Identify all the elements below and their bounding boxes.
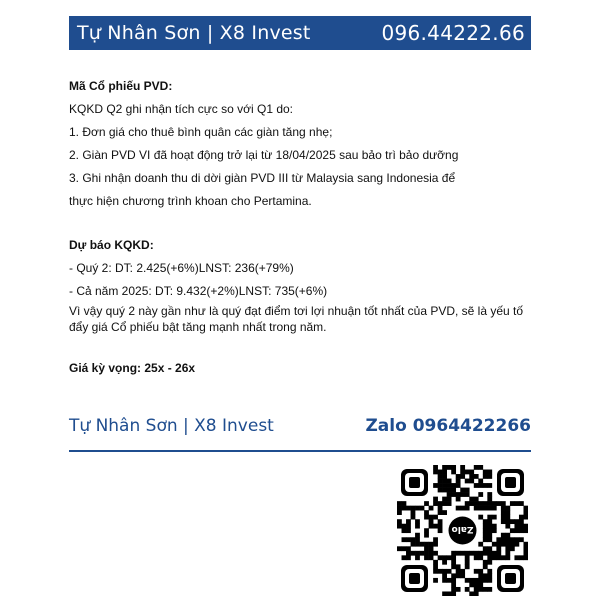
forecast-title: Dự báo KQKD: [69, 238, 154, 252]
zalo-logo-text: Zalo [451, 524, 474, 534]
qr-finder-bottom-right [497, 565, 524, 592]
qr-finder-top-right [497, 469, 524, 496]
reason-3: 3. Ghi nhận doanh thu di dời giàn PVD III từ Malaysia sang Indonesia để [69, 171, 456, 185]
header-phone: 096.44222.66 [381, 21, 525, 45]
forecast-year: - Cả năm 2025: DT: 9.432(+2%)LNST: 735(+6%) [69, 284, 328, 298]
intro-text: KQKD Q2 ghi nhận tích cực so với Q1 do: [69, 102, 294, 116]
reason-2: 2. Giàn PVD VI đã hoạt động trở lại từ 18/04/2025 sau bảo trì bảo dưỡng [69, 148, 459, 162]
conclusion-line-2: đẩy giá Cổ phiếu bật tăng mạnh nhất trong năm. [69, 320, 327, 334]
target-price: Giá kỳ vọng: 25x - 26x [69, 361, 196, 375]
zalo-qr-code [397, 465, 528, 596]
reason-3-cont: thực hiện chương trình khoan cho Pertamina. [69, 194, 312, 208]
conclusion-line-1: Vì vậy quý 2 này gần như là quý đạt điểm tơi lợi nhuận tốt nhất của PVD, sẽ là yếu tố [69, 304, 524, 318]
footer-brand: Tự Nhân Sơn | X8 Invest [69, 416, 274, 436]
header-brand: Tự Nhân Sơn | X8 Invest [77, 22, 311, 44]
header-banner [69, 16, 531, 50]
analysis-content [69, 78, 539, 376]
forecast-q2: - Quý 2: DT: 2.425(+6%)LNST: 236(+79%) [69, 261, 294, 275]
footer-zalo: Zalo 0964422266 [365, 416, 531, 436]
qr-finder-bottom-left [401, 565, 428, 592]
footer-divider [69, 450, 531, 452]
reason-1: 1. Đơn giá cho thuê bình quân các giàn tăng nhẹ; [69, 125, 333, 139]
zalo-logo [446, 514, 480, 548]
stock-title: Mã Cổ phiếu PVD: [69, 79, 173, 93]
qr-finder-top-left [401, 469, 428, 496]
footer-line [69, 415, 531, 437]
